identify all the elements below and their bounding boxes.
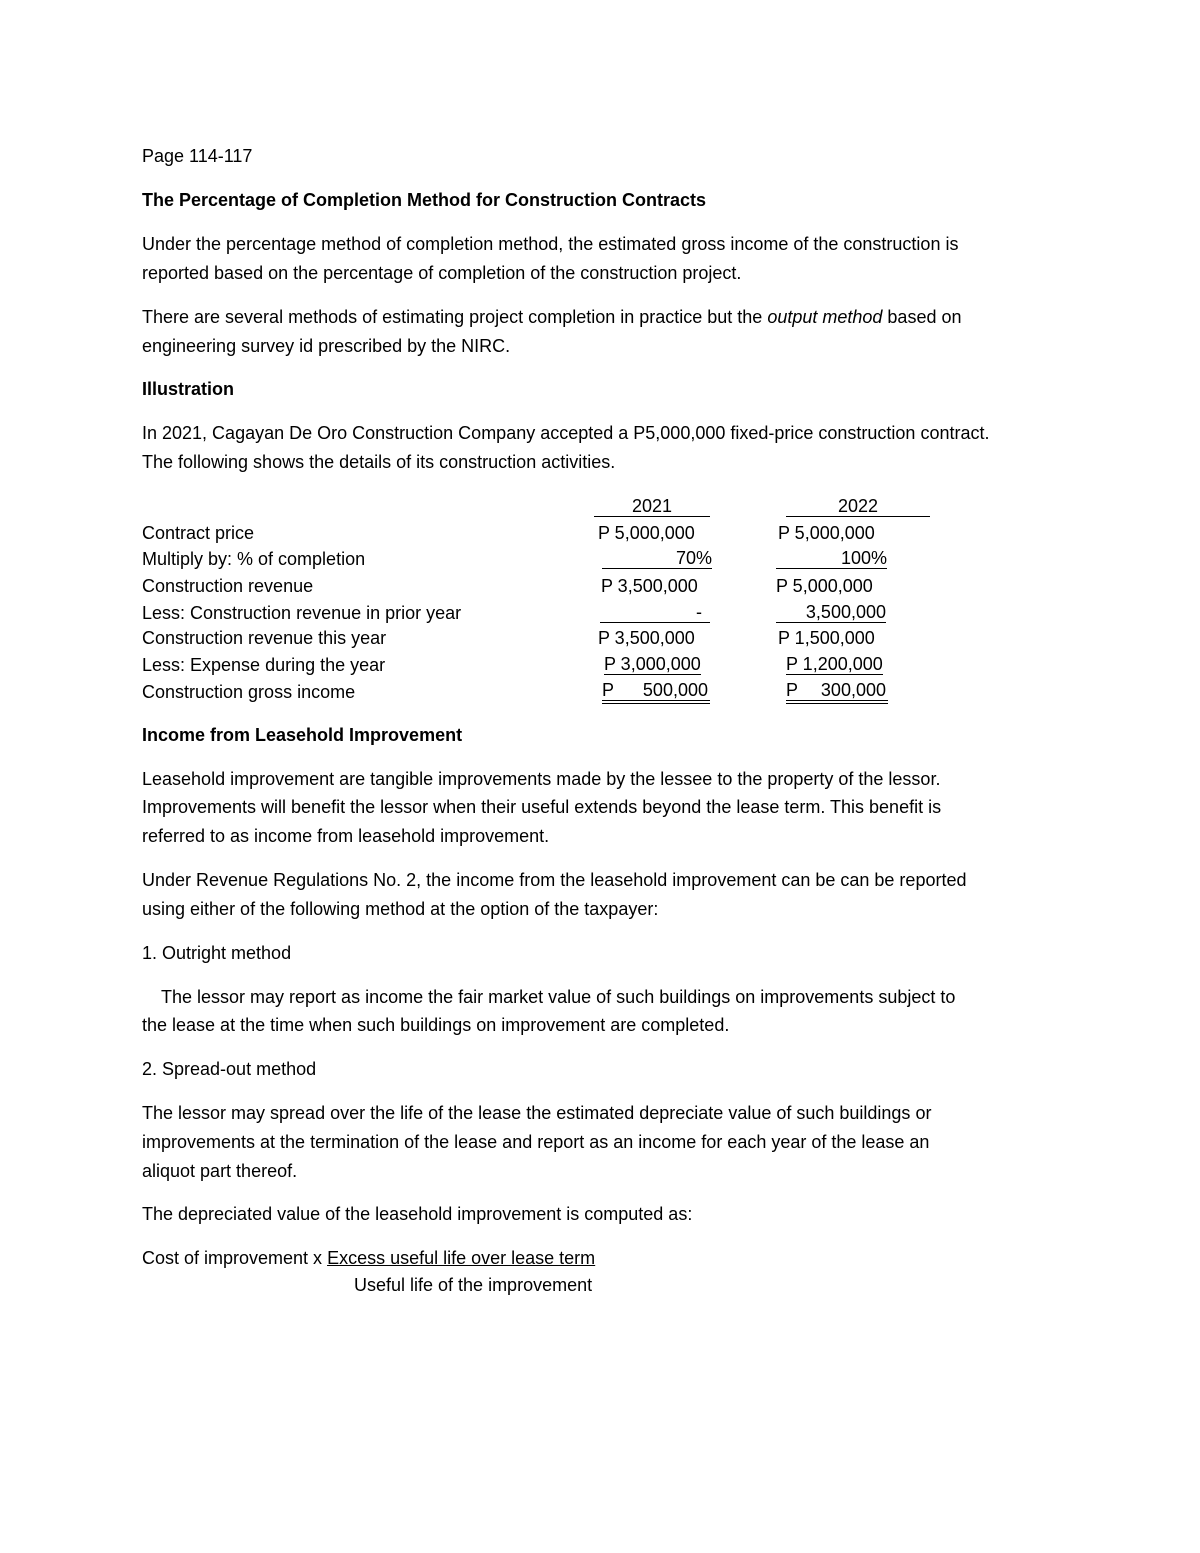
paragraph-line: referred to as income from leasehold improvement. [142, 826, 550, 846]
formula-denominator: Useful life of the improvement [354, 1275, 593, 1295]
row-label: Construction revenue this year [142, 628, 387, 648]
emphasis-text: output method [767, 307, 883, 327]
row-label: Contract price [142, 523, 255, 543]
cell-2022: 3,500,000 [776, 602, 886, 623]
cell-2022: 100% [776, 548, 887, 569]
paragraph-line: using either of the following method at the option of the taxpayer: [142, 899, 659, 919]
cell-2021: - [600, 602, 710, 623]
amount: 500,000 [642, 680, 708, 700]
section-title-percentage-completion: The Percentage of Completion Method for Construction Contracts [142, 190, 707, 210]
paragraph-line: The following shows the details of its construction activities. [142, 452, 616, 472]
paragraph-line: The lessor may spread over the life of the lease the estimated depreciate value of such buildings or [142, 1103, 932, 1123]
currency-symbol: P [602, 680, 615, 700]
cell-2021: 70% [602, 548, 712, 569]
amount: 300,000 [820, 680, 886, 700]
currency-symbol: P [786, 680, 799, 700]
cell-2022: P 5,000,000 [776, 576, 873, 596]
paragraph-line [142, 306, 962, 328]
cell-2022: P 5,000,000 [778, 523, 875, 543]
page-reference: Page 114-117 [142, 146, 253, 166]
paragraph-line: Under the percentage method of completion method, the estimated gross income of the construction is [142, 234, 959, 254]
formula [142, 1247, 595, 1269]
cell-2022: P 1,500,000 [778, 628, 875, 648]
row-label: Multiply by: % of completion [142, 549, 366, 569]
paragraph-text: There are several methods of estimating project completion in practice but the [142, 307, 768, 327]
row-label: Construction revenue [142, 576, 314, 596]
method-1-title: 1. Outright method [142, 943, 292, 963]
cell-2021: P 3,500,000 [601, 576, 698, 596]
formula-numerator: Excess useful life over lease term [327, 1248, 596, 1268]
cell-2021: P 5,000,000 [598, 523, 695, 543]
paragraph-line: Leasehold improvement are tangible improvements made by the lessee to the property of the lessor. [142, 769, 941, 789]
method-2-title: 2. Spread-out method [142, 1059, 317, 1079]
column-header-2022: 2022 [786, 496, 930, 517]
cell-2022 [786, 681, 888, 704]
row-label: Less: Construction revenue in prior year [142, 603, 462, 623]
paragraph-line: In 2021, Cagayan De Oro Construction Company accepted a P5,000,000 fixed-price construction contract. [142, 423, 990, 443]
paragraph-line: The lessor may report as income the fair market value of such buildings on improvements subject to [161, 987, 956, 1007]
paragraph-line: reported based on the percentage of completion of the construction project. [142, 263, 742, 283]
row-label: Construction gross income [142, 682, 356, 702]
cell-2021: P 3,500,000 [598, 628, 695, 648]
column-header-2021: 2021 [594, 496, 710, 517]
paragraph-line: improvements at the termination of the lease and report as an income for each year of the lease an [142, 1132, 930, 1152]
formula-lhs: Cost of improvement x [142, 1248, 328, 1268]
paragraph-line: The depreciated value of the leasehold improvement is computed as: [142, 1204, 693, 1224]
paragraph-line: aliquot part thereof. [142, 1161, 298, 1181]
illustration-heading: Illustration [142, 379, 235, 399]
paragraph-line: Under Revenue Regulations No. 2, the income from the leasehold improvement can be can be reported [142, 870, 967, 890]
section-title-leasehold: Income from Leasehold Improvement [142, 725, 463, 745]
row-label: Less: Expense during the year [142, 655, 386, 675]
cell-2021: P 3,000,000 [604, 654, 701, 674]
paragraph-line: the lease at the time when such buildings on improvement are completed. [142, 1015, 730, 1035]
cell-2021 [602, 681, 710, 704]
paragraph-line: engineering survey id prescribed by the NIRC. [142, 336, 511, 356]
paragraph-text: based on [882, 307, 962, 327]
cell-2022: P 1,200,000 [786, 654, 883, 674]
paragraph-line: Improvements will benefit the lessor when their useful extends beyond the lease term. This benefit is [142, 797, 942, 817]
